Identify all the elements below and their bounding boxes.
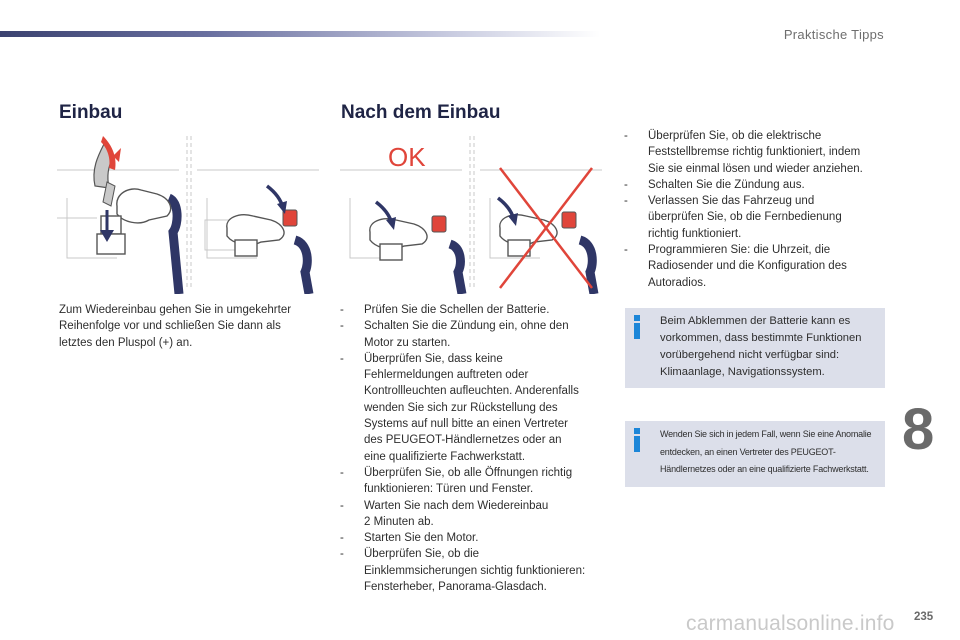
dash-bullet: - (340, 532, 344, 545)
step-line: Schalten Sie die Zündung ein, ohne den (364, 320, 569, 333)
step-item (340, 546, 608, 595)
info-icon (633, 428, 642, 452)
dash-bullet: - (624, 178, 628, 191)
step-line: Fehlermeldungen auftreten oder (364, 369, 529, 382)
info-note-text (660, 313, 882, 381)
step-line: funktionieren: Türen und Fenster. (364, 483, 534, 496)
ok-label: OK (388, 142, 426, 172)
step-line: eine qualifizierte Fachwerkstatt. (364, 450, 526, 463)
step-line: Starten Sie den Motor. (364, 532, 479, 545)
step-item (340, 498, 608, 531)
step-line: des PEUGEOT-Händlernetzes oder an (364, 434, 562, 447)
step-item (340, 465, 608, 498)
step-line: Einklemmsicherungen sichtig funktionieren: (364, 564, 586, 577)
dash-bullet: - (340, 548, 344, 561)
step-item (624, 128, 889, 177)
info-note-dealer (625, 421, 885, 487)
step-item (340, 351, 608, 465)
step-line: Kontrollleuchten aufleuchten. Anderenfalls (364, 385, 579, 398)
step-item (624, 242, 889, 291)
note-line: entdecken, an einen Vertreter des PEUGEOT- (660, 446, 836, 457)
step-line: Autoradios. (648, 276, 707, 289)
note-line: Wenden Sie sich in jedem Fall, wenn Sie eine Anomalie (660, 429, 872, 439)
note-line: vorkommen, dass bestimmte Funktionen (660, 332, 862, 344)
nach-dem-einbau-heading: Nach dem Einbau (341, 102, 501, 123)
step-line: Überprüfen Sie, dass keine (364, 352, 503, 365)
step-line: Warten Sie nach dem Wiedereinbau (364, 499, 549, 512)
dash-bullet: - (340, 466, 344, 479)
step-line: Überprüfen Sie, ob die elektrische (648, 130, 822, 142)
step-line: 2 Minuten ab. (364, 515, 434, 528)
dash-bullet: - (624, 130, 628, 142)
steps-right (624, 128, 889, 291)
info-note-text (660, 426, 882, 479)
step-line: Systems auf null bitte an einen Vertreter (364, 418, 568, 431)
step-item (340, 302, 608, 318)
dash-bullet: - (340, 499, 344, 512)
steps-left (340, 302, 608, 595)
step-item (340, 318, 608, 351)
step-line: Feststellbremse richtig funktioniert, indem (648, 146, 861, 159)
step-line: Sie sie einmal lösen und wieder anziehen. (648, 162, 863, 175)
step-line: Fensterheber, Panorama-Glasdach. (364, 581, 547, 594)
step-line: Prüfen Sie die Schellen der Batterie. (364, 304, 550, 316)
step-item (624, 193, 889, 242)
dash-bullet: - (340, 304, 344, 316)
note-line: Klimaanlage, Navigationssystem. (660, 366, 825, 378)
note-line: vorübergehend nicht verfügbar sind: (660, 349, 840, 361)
dash-bullet: - (624, 195, 628, 208)
step-line: Radiosender und die Konfiguration des (648, 260, 847, 273)
info-icon (633, 315, 642, 339)
note-line: Händlernetzes oder an eine qualifizierte Fachwerkstatt. (660, 464, 869, 474)
step-line: überprüfen Sie, ob die Fernbedienung (648, 211, 842, 224)
step-item (624, 177, 889, 193)
dash-bullet: - (340, 320, 344, 333)
einbau-text: Zum Wiedereinbau gehen Sie in umgekehrter Reihenfolge vor und schließen Sie dann als letztes den Pluspol (+) an. (59, 304, 292, 349)
step-line: Schalten Sie die Zündung aus. (648, 178, 805, 191)
step-line: Verlassen Sie das Fahrzeug und (648, 195, 815, 208)
nach-einbau-illustration (340, 128, 602, 294)
step-line: Programmieren Sie: die Uhrzeit, die (648, 244, 831, 257)
info-note-battery (625, 308, 885, 388)
step-item (340, 530, 608, 546)
step-line: Überprüfen Sie, ob die (364, 548, 480, 561)
chapter-number: 8 (902, 397, 935, 462)
step-line: wenden Sie sich zur Rückstellung des (364, 401, 558, 414)
note-line: Beim Abklemmen der Batterie kann es (660, 315, 851, 327)
dash-bullet: - (624, 244, 628, 257)
step-line: Überprüfen Sie, ob alle Öffnungen richtig (364, 466, 573, 479)
dash-bullet: - (340, 352, 344, 365)
page-number: 235 (914, 611, 934, 623)
watermark: carmanualsonline.info (686, 612, 895, 635)
step-line: richtig funktioniert. (648, 227, 742, 240)
einbau-heading: Einbau (59, 102, 123, 123)
section-title: Praktische Tipps (783, 27, 884, 42)
step-line: Motor zu starten. (364, 336, 451, 349)
einbau-illustration (57, 128, 319, 294)
header-bar (0, 31, 600, 37)
